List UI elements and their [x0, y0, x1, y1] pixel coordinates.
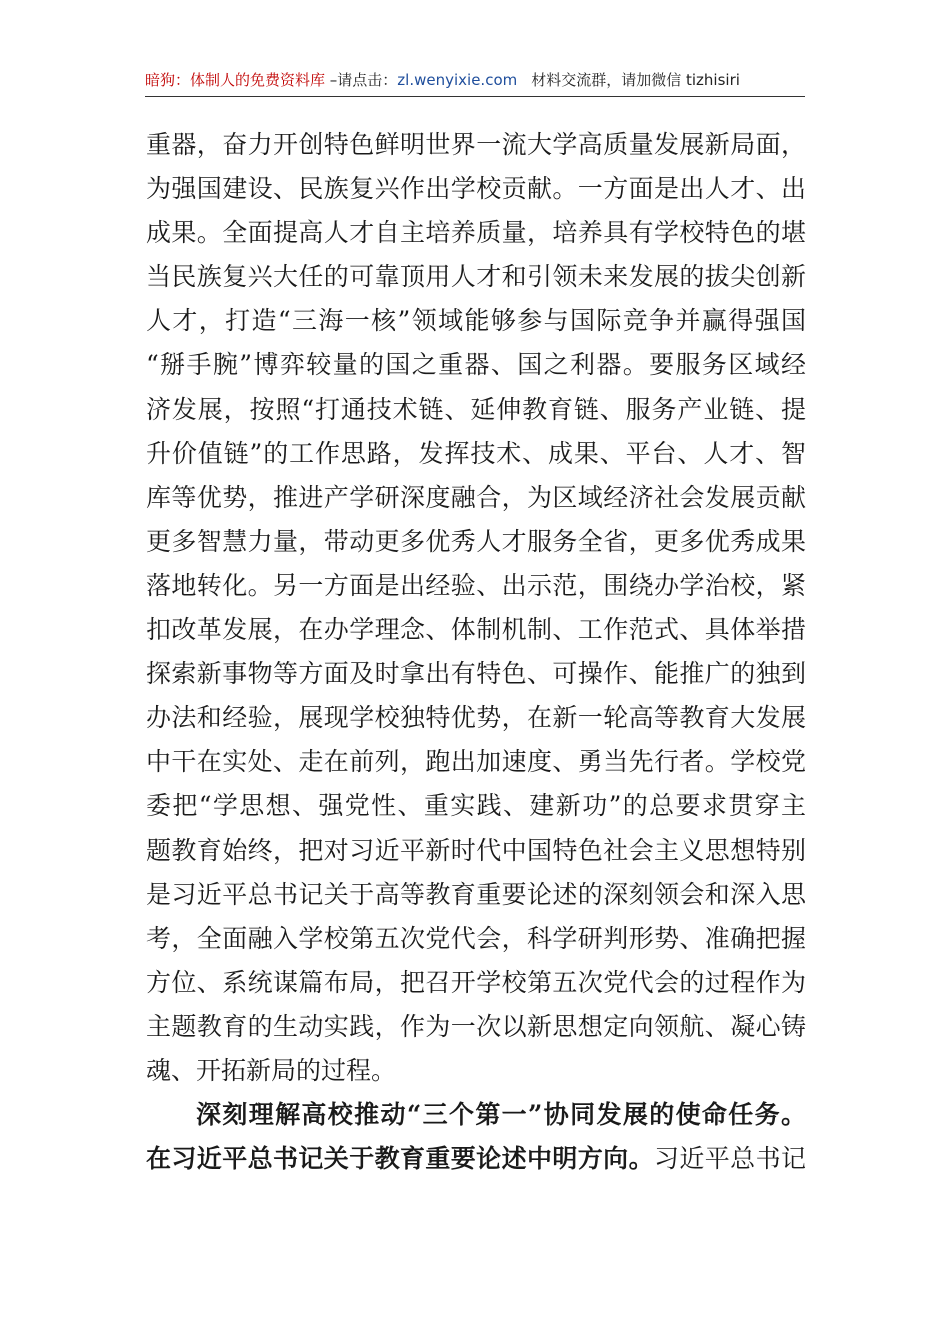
header-prompt: –请点击：	[325, 71, 398, 89]
paragraph-text: 习近平总书记	[653, 1144, 806, 1174]
paragraph-line: 扣改革发展，在办学理念、体制机制、工作范式、具体举措	[146, 615, 806, 645]
paragraph-line: “掰手腕”博弈较量的国之重器、国之利器。要服务区域经	[146, 350, 806, 380]
paragraph-line: 魂、开拓新局的过程。	[146, 1055, 397, 1085]
paragraph-line: 济发展，按照“打通技术链、延伸教育链、服务产业链、提	[146, 394, 806, 424]
paragraph-line: 更多智慧力量，带动更多优秀人才服务全省，更多优秀成果	[146, 526, 806, 556]
paragraph-line: 办法和经验，展现学校独特优势，在新一轮高等教育大发展	[146, 703, 806, 733]
paragraph-line: 人才，打造“三海一核”领域能够参与国际竞争并赢得强国	[146, 306, 806, 336]
document-body	[146, 123, 806, 1181]
paragraph-line: 是习近平总书记关于高等教育重要论述的深刻领会和深入思	[146, 879, 806, 909]
header-brand: 暗狗：体制人的免费资料库	[145, 71, 326, 89]
paragraph-line: 方位、系统谋篇布局，把召开学校第五次党代会的过程作为	[146, 967, 806, 997]
section-heading-line	[146, 1137, 806, 1181]
page-header	[145, 68, 805, 98]
paragraph-line: 库等优势，推进产学研深度融合，为区域经济社会发展贡献	[146, 482, 806, 512]
paragraph-line: 题教育始终，把对习近平新时代中国特色社会主义思想特别	[146, 835, 806, 865]
paragraph-line: 主题教育的生动实践，作为一次以新思想定向领航、凝心铸	[146, 1011, 806, 1041]
header-wechat-note: 材料交流群，请加微信 tizhisiri	[531, 71, 740, 89]
subheading: 在习近平总书记关于教育重要论述中明方向。	[146, 1144, 654, 1174]
paragraph-line: 当民族复兴大任的可靠顶用人才和引领未来发展的拔尖创新	[146, 262, 806, 292]
paragraph-line: 重器，奋力开创特色鲜明世界一流大学高质量发展新局面，	[146, 130, 806, 159]
paragraph-line: 委把“学思想、强党性、重实践、建新功”的总要求贯穿主	[146, 791, 806, 821]
paragraph-line: 探索新事物等方面及时拿出有特色、可操作、能推广的独到	[146, 659, 806, 689]
paragraph-line: 成果。全面提高人才自主培养质量，培养具有学校特色的堪	[146, 218, 806, 248]
header-divider	[145, 96, 805, 97]
paragraph-line: 升价值链”的工作思路，发挥技术、成果、平台、人才、智	[146, 438, 806, 468]
paragraph-line: 为强国建设、民族复兴作出学校贡献。一方面是出人才、出	[146, 174, 806, 204]
paragraph-line: 考，全面融入学校第五次党代会，科学研判形势、准确把握	[146, 923, 806, 953]
paragraph-line: 中干在实处、走在前列，跑出加速度、勇当先行者。学校党	[146, 747, 806, 777]
section-heading: 深刻理解高校推动“三个第一”协同发展的使命任务。	[196, 1100, 806, 1130]
paragraph-line: 落地转化。另一方面是出经验、出示范，围绕办学治校，紧	[146, 570, 806, 600]
header-link[interactable]: zl.wenyixie.com	[397, 71, 518, 89]
